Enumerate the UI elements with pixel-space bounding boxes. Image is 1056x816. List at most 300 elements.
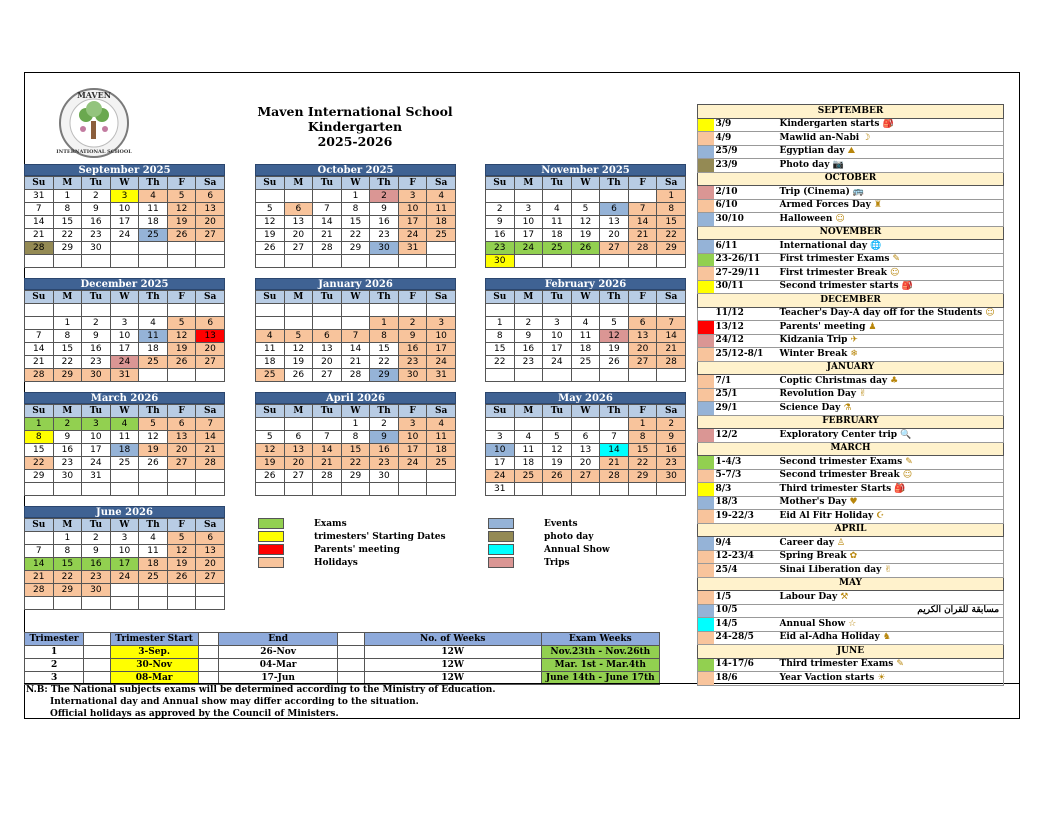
event-name xyxy=(778,240,1004,254)
event-date: 18/6 xyxy=(714,672,778,686)
weekday-row xyxy=(25,519,225,532)
event-name xyxy=(778,429,1004,443)
day-cell xyxy=(427,242,456,255)
day-cell: 6 xyxy=(284,203,313,216)
event-name xyxy=(778,213,1004,227)
weekday-header: F xyxy=(398,291,427,304)
trimester-cell: 26-Nov xyxy=(218,646,337,659)
day-cell: 21 xyxy=(628,229,657,242)
day-cell xyxy=(486,304,515,317)
day-cell xyxy=(313,255,342,268)
day-cell xyxy=(543,369,572,382)
day-cell: 6 xyxy=(196,317,225,330)
event-icon: ✎ xyxy=(896,659,904,670)
day-cell: 20 xyxy=(284,457,313,470)
weekday-header: Sa xyxy=(196,177,225,190)
day-cell: 25 xyxy=(110,457,139,470)
day-cell xyxy=(313,190,342,203)
day-cell: 19 xyxy=(167,216,196,229)
day-cell: 24 xyxy=(398,457,427,470)
event-row xyxy=(698,510,1004,524)
event-month-label: DECEMBER xyxy=(698,294,1004,308)
section-name: Kindergarten xyxy=(307,119,403,134)
weekday-row xyxy=(256,177,456,190)
event-name xyxy=(778,631,1004,645)
day-cell: 21 xyxy=(25,571,54,584)
day-cell: 12 xyxy=(256,216,285,229)
day-cell: 1 xyxy=(657,190,686,203)
event-date: 6/11 xyxy=(714,240,778,254)
day-cell: 21 xyxy=(341,356,370,369)
day-cell: 25 xyxy=(139,229,168,242)
event-row xyxy=(698,307,1004,321)
day-cell: 2 xyxy=(398,317,427,330)
event-name xyxy=(778,159,1004,173)
week-row xyxy=(256,369,456,382)
day-cell: 3 xyxy=(110,317,139,330)
day-cell xyxy=(543,190,572,203)
weekday-header: F xyxy=(628,405,657,418)
day-cell: 28 xyxy=(25,369,54,382)
event-name xyxy=(778,469,1004,483)
event-name xyxy=(778,348,1004,362)
event-date: 14-17/6 xyxy=(714,658,778,672)
day-cell xyxy=(25,483,54,496)
day-cell: 3 xyxy=(514,203,543,216)
color-legend xyxy=(258,518,688,570)
day-cell: 9 xyxy=(82,330,111,343)
day-cell: 20 xyxy=(196,343,225,356)
day-cell: 15 xyxy=(628,444,657,457)
event-month-header xyxy=(698,294,1004,308)
day-cell: 11 xyxy=(427,431,456,444)
day-cell: 10 xyxy=(82,431,111,444)
day-cell: 31 xyxy=(110,369,139,382)
day-cell xyxy=(25,304,54,317)
day-cell: 18 xyxy=(139,343,168,356)
day-cell: 19 xyxy=(600,343,629,356)
day-cell: 1 xyxy=(370,317,399,330)
day-cell: 16 xyxy=(514,343,543,356)
day-cell: 12 xyxy=(256,444,285,457)
event-date: 9/4 xyxy=(714,537,778,551)
weekday-header: Sa xyxy=(196,405,225,418)
day-cell: 14 xyxy=(313,444,342,457)
event-text: Mother's Day xyxy=(779,497,847,508)
event-row xyxy=(698,118,1004,132)
day-cell: 29 xyxy=(628,470,657,483)
day-cell: 15 xyxy=(53,343,82,356)
day-cell xyxy=(196,584,225,597)
week-row xyxy=(486,190,686,203)
day-cell: 12 xyxy=(600,330,629,343)
week-row xyxy=(486,229,686,242)
event-text: Science Day xyxy=(779,402,841,413)
day-cell xyxy=(427,255,456,268)
weekday-header: Tu xyxy=(313,291,342,304)
day-cell: 7 xyxy=(25,203,54,216)
weekday-header: Tu xyxy=(543,177,572,190)
weekday-header: M xyxy=(284,291,313,304)
day-cell xyxy=(628,369,657,382)
event-month-header xyxy=(698,105,1004,119)
day-cell: 31 xyxy=(427,369,456,382)
weekday-header: Su xyxy=(25,519,54,532)
day-cell xyxy=(600,369,629,382)
month-title: June 2026 xyxy=(24,506,225,518)
event-month-header xyxy=(698,361,1004,375)
trimester-cell: 1 xyxy=(25,646,84,659)
event-month-label: SEPTEMBER xyxy=(698,105,1004,119)
legend-swatch xyxy=(258,531,284,542)
weekday-header: Su xyxy=(25,405,54,418)
week-row xyxy=(25,444,225,457)
day-cell: 22 xyxy=(53,571,82,584)
legend-swatch xyxy=(488,518,514,529)
day-cell xyxy=(25,532,54,545)
weekday-header: Sa xyxy=(196,519,225,532)
legend-swatch xyxy=(258,557,284,568)
event-text: Eid Al Fitr Holiday xyxy=(779,510,874,521)
weekday-header: Su xyxy=(486,291,515,304)
day-cell: 11 xyxy=(427,203,456,216)
day-cell: 5 xyxy=(543,431,572,444)
day-cell: 2 xyxy=(82,317,111,330)
event-color xyxy=(698,550,714,564)
event-text: First trimester Break xyxy=(779,267,887,278)
month-may xyxy=(485,392,686,496)
week-row xyxy=(486,483,686,496)
day-cell: 18 xyxy=(427,216,456,229)
day-cell: 19 xyxy=(256,457,285,470)
event-date: 4/9 xyxy=(714,132,778,146)
events-list xyxy=(697,104,1004,686)
event-row xyxy=(698,280,1004,294)
day-cell: 8 xyxy=(486,330,515,343)
weekday-row xyxy=(256,291,456,304)
day-cell: 6 xyxy=(313,330,342,343)
day-cell: 28 xyxy=(313,470,342,483)
day-cell xyxy=(196,369,225,382)
day-cell: 19 xyxy=(543,457,572,470)
weekday-header: Su xyxy=(256,177,285,190)
day-cell: 25 xyxy=(427,457,456,470)
day-cell xyxy=(398,483,427,496)
event-name xyxy=(778,591,1004,605)
day-cell xyxy=(341,483,370,496)
weekday-header: Tu xyxy=(313,405,342,418)
event-icon: ❄ xyxy=(850,348,858,359)
event-row xyxy=(698,591,1004,605)
week-row xyxy=(25,431,225,444)
svg-text:INTERNATIONAL SCHOOL: INTERNATIONAL SCHOOL xyxy=(56,149,132,155)
day-cell xyxy=(341,255,370,268)
day-cell: 7 xyxy=(313,203,342,216)
day-cell: 5 xyxy=(139,418,168,431)
day-cell: 29 xyxy=(341,470,370,483)
day-cell: 1 xyxy=(341,190,370,203)
day-cell: 8 xyxy=(25,431,54,444)
day-cell: 6 xyxy=(284,431,313,444)
day-cell: 17 xyxy=(427,343,456,356)
day-cell: 13 xyxy=(284,216,313,229)
event-month-label: OCTOBER xyxy=(698,172,1004,186)
day-cell: 22 xyxy=(370,356,399,369)
day-cell xyxy=(256,317,285,330)
event-date: 25/12-8/1 xyxy=(714,348,778,362)
event-month-label: NOVEMBER xyxy=(698,226,1004,240)
month-title: November 2025 xyxy=(485,164,686,176)
day-cell xyxy=(139,483,168,496)
legend-label: Events xyxy=(544,519,578,529)
academic-year: 2025-2026 xyxy=(317,134,393,149)
event-row xyxy=(698,321,1004,335)
day-cell xyxy=(53,255,82,268)
trimester-cell: 3 xyxy=(25,672,84,685)
day-cell: 12 xyxy=(139,431,168,444)
day-cell xyxy=(25,597,54,610)
day-cell: 26 xyxy=(543,470,572,483)
day-cell: 22 xyxy=(628,457,657,470)
event-name xyxy=(778,537,1004,551)
event-month-label: FEBRUARY xyxy=(698,415,1004,429)
day-cell: 14 xyxy=(657,330,686,343)
event-color xyxy=(698,199,714,213)
event-name xyxy=(778,604,1004,618)
day-cell xyxy=(313,418,342,431)
day-cell: 23 xyxy=(398,356,427,369)
day-cell: 21 xyxy=(313,229,342,242)
day-cell: 21 xyxy=(25,356,54,369)
weekday-header: Sa xyxy=(657,405,686,418)
day-cell: 18 xyxy=(256,356,285,369)
event-color xyxy=(698,240,714,254)
event-icon: ☀ xyxy=(877,672,886,683)
month-nov xyxy=(485,164,686,268)
event-text: Armed Forces Day xyxy=(779,200,871,211)
day-cell: 29 xyxy=(25,470,54,483)
event-text: Labour Day xyxy=(779,591,838,602)
day-cell: 26 xyxy=(571,242,600,255)
day-cell: 14 xyxy=(628,216,657,229)
event-text: Third trimester Starts xyxy=(779,483,892,494)
weekday-header: W xyxy=(110,519,139,532)
day-cell: 25 xyxy=(571,356,600,369)
day-cell: 9 xyxy=(370,203,399,216)
day-cell: 20 xyxy=(167,444,196,457)
weekday-header: F xyxy=(398,405,427,418)
event-row xyxy=(698,253,1004,267)
spacer-cell xyxy=(84,659,111,672)
day-cell: 8 xyxy=(628,431,657,444)
day-cell: 12 xyxy=(167,545,196,558)
event-date: 6/10 xyxy=(714,199,778,213)
week-row xyxy=(256,216,456,229)
weekday-header: W xyxy=(341,291,370,304)
event-color xyxy=(698,280,714,294)
day-cell: 25 xyxy=(139,356,168,369)
day-cell: 24 xyxy=(82,457,111,470)
weekday-header: W xyxy=(571,177,600,190)
day-cell xyxy=(571,418,600,431)
event-month-label: MAY xyxy=(698,577,1004,591)
event-date: 13/12 xyxy=(714,321,778,335)
day-cell: 9 xyxy=(486,216,515,229)
legend-label: Trips xyxy=(544,558,570,568)
weekday-header: Su xyxy=(25,177,54,190)
day-cell xyxy=(284,190,313,203)
weekday-header: Th xyxy=(600,291,629,304)
day-cell: 10 xyxy=(427,330,456,343)
event-text: Halloween xyxy=(779,213,833,224)
event-name xyxy=(778,132,1004,146)
day-cell: 6 xyxy=(600,203,629,216)
event-color xyxy=(698,672,714,686)
event-row xyxy=(698,402,1004,416)
day-cell: 23 xyxy=(82,229,111,242)
event-color xyxy=(698,132,714,146)
legend-label: trimesters' Starting Dates xyxy=(314,532,446,542)
event-icon: ♥ xyxy=(849,497,858,508)
day-cell xyxy=(341,317,370,330)
day-cell xyxy=(398,255,427,268)
day-cell: 22 xyxy=(25,457,54,470)
day-cell: 28 xyxy=(628,242,657,255)
col-end: End xyxy=(218,633,337,646)
day-cell: 27 xyxy=(284,470,313,483)
event-icon: 🌐 xyxy=(870,240,882,251)
event-month-header xyxy=(698,645,1004,659)
day-cell: 4 xyxy=(110,418,139,431)
event-name xyxy=(778,510,1004,524)
spacer-cell xyxy=(338,646,365,659)
weekday-row xyxy=(25,177,225,190)
day-cell xyxy=(196,242,225,255)
week-row xyxy=(25,356,225,369)
month-title: September 2025 xyxy=(24,164,225,176)
event-color xyxy=(698,483,714,497)
weekday-header: Su xyxy=(25,291,54,304)
day-cell: 17 xyxy=(398,444,427,457)
day-cell: 3 xyxy=(110,532,139,545)
month-jun xyxy=(24,506,225,610)
day-cell xyxy=(110,470,139,483)
day-cell xyxy=(110,584,139,597)
legend-label: Annual Show xyxy=(544,545,610,555)
event-name xyxy=(778,199,1004,213)
day-cell: 15 xyxy=(657,216,686,229)
weekday-header: Tu xyxy=(313,177,342,190)
day-cell xyxy=(110,242,139,255)
day-cell: 13 xyxy=(196,545,225,558)
day-cell xyxy=(82,597,111,610)
day-cell: 28 xyxy=(313,242,342,255)
day-cell: 10 xyxy=(110,203,139,216)
event-text: Career day xyxy=(779,537,834,548)
school-logo xyxy=(52,87,136,159)
event-name xyxy=(778,280,1004,294)
day-cell: 18 xyxy=(139,558,168,571)
day-cell xyxy=(486,418,515,431)
month-dec xyxy=(24,278,225,382)
event-icon: 🎒 xyxy=(894,483,906,494)
day-cell: 7 xyxy=(657,317,686,330)
day-cell xyxy=(657,483,686,496)
event-color xyxy=(698,591,714,605)
day-cell: 9 xyxy=(82,545,111,558)
week-row xyxy=(25,457,225,470)
event-icon: ⚒ xyxy=(840,591,849,602)
day-cell: 5 xyxy=(284,330,313,343)
day-cell: 9 xyxy=(53,431,82,444)
day-cell: 5 xyxy=(167,190,196,203)
day-cell: 13 xyxy=(628,330,657,343)
day-cell: 22 xyxy=(341,229,370,242)
day-cell xyxy=(284,304,313,317)
day-cell: 28 xyxy=(25,584,54,597)
event-icon: ✌ xyxy=(859,389,867,400)
weekday-header: Tu xyxy=(82,519,111,532)
day-cell: 16 xyxy=(486,229,515,242)
week-row xyxy=(25,597,225,610)
event-month-label: JUNE xyxy=(698,645,1004,659)
day-cell: 13 xyxy=(196,330,225,343)
day-cell xyxy=(284,317,313,330)
day-cell: 29 xyxy=(53,369,82,382)
day-cell: 13 xyxy=(313,343,342,356)
event-month-label: APRIL xyxy=(698,523,1004,537)
event-icon: ✈ xyxy=(850,335,858,346)
event-text: Kidzania Trip xyxy=(779,335,848,346)
day-cell xyxy=(543,255,572,268)
day-cell: 16 xyxy=(398,343,427,356)
event-row xyxy=(698,496,1004,510)
day-cell: 27 xyxy=(313,369,342,382)
event-date: 12-23/4 xyxy=(714,550,778,564)
day-cell: 17 xyxy=(110,343,139,356)
day-cell: 16 xyxy=(370,444,399,457)
event-text: مسابقة للقرآن الكريم xyxy=(917,605,1000,616)
event-date: 23-26/11 xyxy=(714,253,778,267)
day-cell: 16 xyxy=(53,444,82,457)
day-cell: 9 xyxy=(657,431,686,444)
day-cell xyxy=(427,304,456,317)
day-cell: 14 xyxy=(25,216,54,229)
legend-label: Exams xyxy=(314,519,347,529)
day-cell xyxy=(657,304,686,317)
month-title: March 2026 xyxy=(24,392,225,404)
day-cell xyxy=(110,304,139,317)
day-cell: 18 xyxy=(139,216,168,229)
trimester-cell: Mar. 1st - Mar.4th xyxy=(541,659,659,672)
day-cell: 7 xyxy=(313,431,342,444)
event-color xyxy=(698,145,714,159)
weekday-header: Sa xyxy=(427,177,456,190)
day-cell: 29 xyxy=(341,242,370,255)
day-cell: 23 xyxy=(82,571,111,584)
event-text: Spring Break xyxy=(779,551,847,562)
day-cell: 19 xyxy=(571,229,600,242)
day-cell: 11 xyxy=(139,330,168,343)
day-cell xyxy=(600,255,629,268)
col-weeks: No. of Weeks xyxy=(364,633,541,646)
day-cell xyxy=(398,470,427,483)
day-cell: 18 xyxy=(571,343,600,356)
event-text: Exploratory Center trip xyxy=(779,429,898,440)
day-cell: 8 xyxy=(341,431,370,444)
event-name xyxy=(778,375,1004,389)
day-cell xyxy=(427,483,456,496)
